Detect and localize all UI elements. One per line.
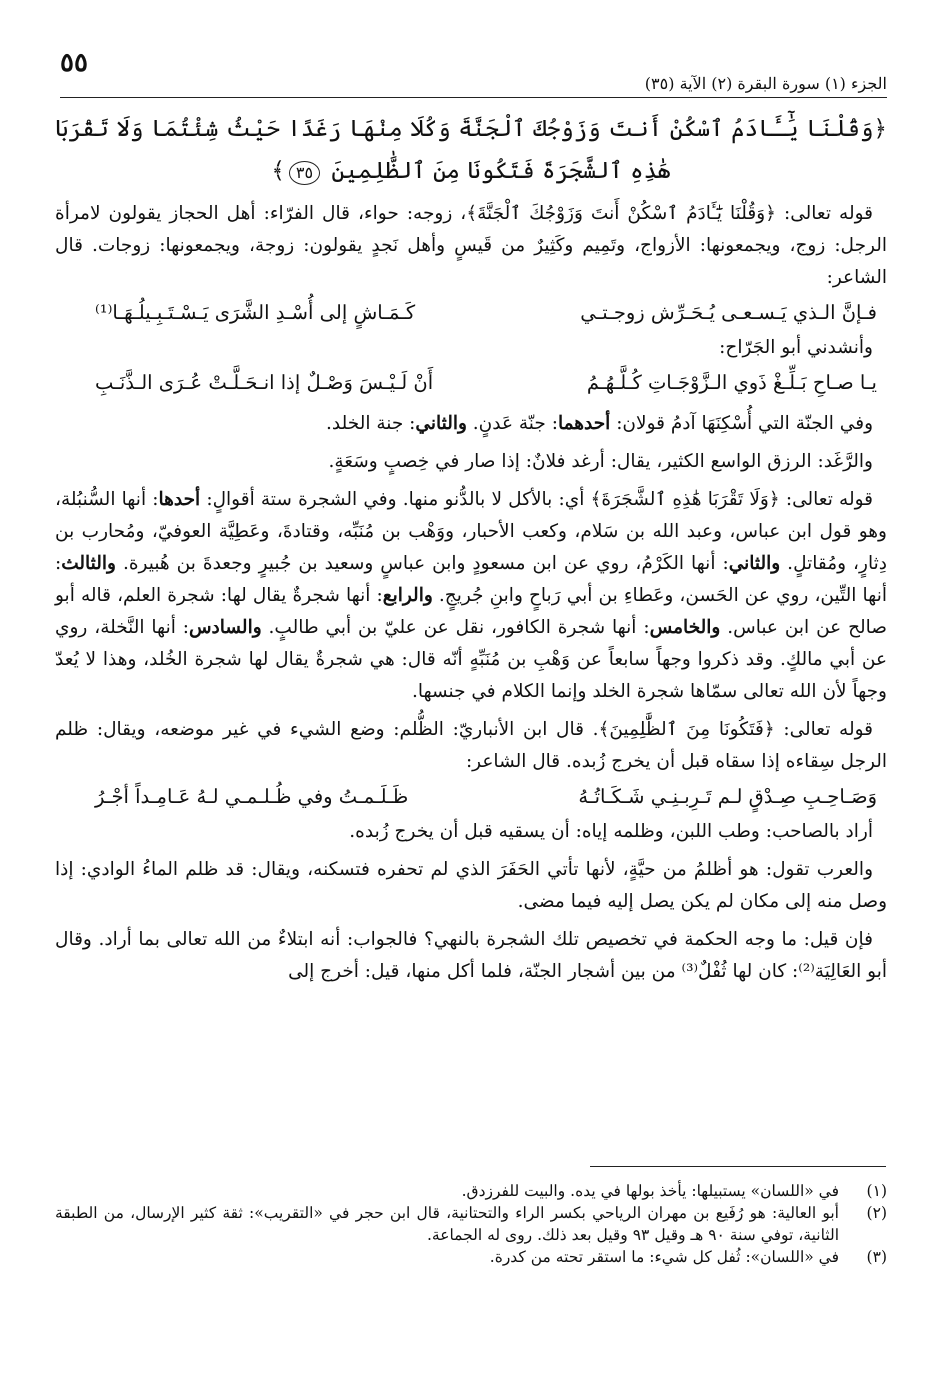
poem-line-3: [55, 778, 887, 816]
paragraph-arab: والعرب تقول: هو أظلمُ من حيَّةٍ، لأنها تأتي الحَفَرَ الذي لم تحفره فتسكنه، ويقال: قد ظلم الماءُ الوادي: إذا وصل منه إلى مكان لم يكن يصل إليه فيما مضى.: [55, 859, 887, 912]
text-run: قوله تعالى: ﴿وَلَا تَقْرَبَا هَٰذِهِ ٱلشَّجَرَةَ﴾ أي: بالأكل لا بالدُّنو منها. وفي الشجرة ستة أقوالٍ:: [200, 489, 874, 510]
footnote-text: أبو العالية: هو رُفَيع بن مهران الرياحي بكسر الراء والتحتانية، قال ابن حجر في «التقريب»: ثقة كثير الإرسال، من الطبقة الثانية، توفي سنة ٩٠ هـ وقيل ٩٣ وقيل بعد ذلك. روى له الجماعة.: [55, 1204, 839, 1244]
poem-hemistich-right: فـإنَّ الـذي يَـسـعـى يُـحَـرِّش زوجـتـي: [580, 301, 877, 324]
text-run: وفي الجنّة التي أُسْكِنَهَا آدمُ قولان:: [610, 413, 873, 434]
bold-label: أحدهما: [557, 413, 611, 434]
ayah-number: ٣٥: [289, 161, 320, 185]
poem-line-1: [55, 294, 887, 332]
paragraph-abu-jarrah: وأنشدني أبو الجَرّاح:: [719, 337, 873, 358]
bold-label: والخامس: [649, 617, 721, 638]
poem-hemistich-left: ظَـلَـمـتُ وفي ظُـلـمـي لـهُ عَـامِـداً أجْـرُ: [95, 785, 409, 808]
text-run: : جنّة عَدنٍ.: [466, 413, 558, 434]
text-run: : جنة الخلد.: [326, 413, 416, 434]
text-run: : أنها التِّين، روي عن الحَسن، وعَطاءِ بن أبي رَباحٍ وابنِ جُريجٍ.: [55, 553, 887, 606]
footnotes: [55, 1180, 887, 1268]
bold-label: والثالث: [61, 553, 116, 574]
footnote-number: (١): [866, 1182, 887, 1200]
header-rule: [60, 97, 887, 98]
paragraph-arad: أراد بالصاحب: وطب اللبن، وظلمه إياه: أن يسقيه قبل أن يخرج زُبده.: [349, 821, 873, 842]
poem-hemistich-left: أَنْ لَـيْـسَ وَصْـلٌ إذا انـحَـلَّـتْ عُـرَى الـذَّنَـبِ: [95, 371, 434, 394]
footnote-number: (٢): [866, 1204, 887, 1222]
bold-label: والثاني: [728, 553, 781, 574]
quran-verse: [55, 108, 887, 192]
paragraph-shajarah: [55, 484, 887, 708]
bold-label: والسادس: [188, 617, 262, 638]
bold-label: والرابع: [382, 585, 433, 606]
footnote-1: [55, 1180, 887, 1202]
poem-hemistich-right: وَصَـاحِـبِ صِـدْقٍ لـم تَـرِبـنِـي شَـكَـاتُـهُ: [578, 785, 877, 808]
verse-close: ﴾: [271, 158, 285, 184]
bold-label: والثاني: [415, 413, 467, 434]
text-run: : أنها الكَرْمُ، روي عن ابن مسعودٍ وابن عباسٍ وسعيد بن جُبيرٍ وجعدةَ بن هُبيرة.: [115, 553, 729, 574]
main-text: [55, 108, 887, 988]
text-run: : أنها شجرة الكافور، نقل عن عليّ بن أبي طالبٍ.: [261, 617, 650, 638]
footnote-text: في «اللسان»: ثُفل كل شيء: ما استقر تحته من كدرة.: [489, 1248, 839, 1266]
paragraph-hikmah: فإن قيل: ما وجه الحكمة في تخصيص تلك الشجرة بالنهي؟ فالجواب: أنه ابتلاءٌ من الله تعالى بما أراد. وقال أبو العَالِيَة⁽²⁾: كان لها ثُفْلٌ⁽³⁾ من بين أشجار الجنّة، فلما أكل منها، قيل: أخرج إلى: [55, 929, 887, 982]
verse-text: ﴿وَقُلْنَا يَٰٓـَٔادَمُ ٱسْكُنْ أَنتَ وَزَوْجُكَ ٱلْجَنَّةَ وَكُلَا مِنْهَا رَغَدًا حَيْثُ شِئْتُمَا وَلَا تَقْرَبَا هَٰذِهِ ٱلشَّجَرَةَ فَتَكُونَا مِنَ ٱلظَّٰلِمِينَ: [55, 116, 887, 184]
poem-hemistich-right: يـا صـاحِ بَـلِّـغْ ذَوي الـزَّوْجَـاتِ كُـلَّـهُـمُ: [586, 371, 877, 394]
paragraph-zawj: قوله تعالى: ﴿وَقُلْنَا يَٰٓـَٔادَمُ ٱسْكُنْ أَنتَ وَزَوْجُكَ ٱلْجَنَّةَ﴾، زوجه: حواء، قال الفرّاء: أهل الحجاز يقولون لامرأة الرجل: زوج، ويجمعونها: الأزواج، وتَمِيم وكَثِيرٌ من قَيسٍ وأهل نَجدٍ يقولون: زوجة، ويجمعونها: زوجات. قال الشاعر:: [55, 203, 887, 288]
footnote-text: في «اللسان» يستبيلها: يأخذ بولها في يده. والبيت للفرزدق.: [461, 1182, 839, 1200]
running-head: الجزء (١) سورة البقرة (٢) الآية (٣٥): [644, 74, 887, 93]
paragraph-jannah: [55, 408, 887, 440]
text-run: : أنها السُّنبُلة، وهو قول ابن عباس، وعبد الله بن سَلام، وكعب الأحبار، ووَهْب بن مُنَبِّه، وقتادةَ، وعَطِيَّة العوفيّ، ومُحارب بن دِثارٍ، ومُقاتلٍ.: [55, 489, 887, 574]
footnote-number: (٣): [866, 1248, 887, 1266]
poem-line-2: [55, 364, 887, 402]
paragraph-raghad: والرَّغَد: الرزق الواسع الكثير، يقال: أرغد فلانٌ: إذا صار في خِصبٍ وسَعَةٍ.: [328, 451, 873, 472]
footnote-3: [55, 1246, 887, 1268]
footnote-2: [55, 1202, 887, 1246]
paragraph-zalimin: قوله تعالى: ﴿فَتَكُونَا مِنَ ٱلظَّٰلِمِينَ﴾. قال ابن الأنباريّ: الظُّلم: وضع الشيء في غير موضعه، ويقال: ظلم الرجل سِقاءه إذا سقاه قبل أن يخرج زُبده. قال الشاعر:: [55, 719, 887, 772]
text-run: : أنها النَّخلة، روي عن أبي مالكٍ. وقد ذكروا وجهاً سابعاً عن وَهْبِ بن مُنَبِّهٍ أنّه قال: هي شجرةٌ يقال لها شجرة الخُلد، وهذا لا يُعدّ وجهاً لأن الله تعالى سمّاها شجرة الخلد وإنما الكلام في جنسها.: [55, 617, 887, 702]
bold-label: أحدها: [158, 489, 201, 510]
poem-hemistich-left: كَـمَـاشٍ إلى أُسْـدِ الشَّرَى يَـسْـتَـبِـيلُـهَـا⁽¹⁾: [95, 301, 416, 324]
footnote-rule: [590, 1166, 886, 1167]
page-number: ٥٥: [60, 48, 88, 78]
text-run: : أنها شجرةٌ يقال لها: شجرة العلم، قاله أبو صالح عن ابن عباس.: [55, 585, 887, 638]
